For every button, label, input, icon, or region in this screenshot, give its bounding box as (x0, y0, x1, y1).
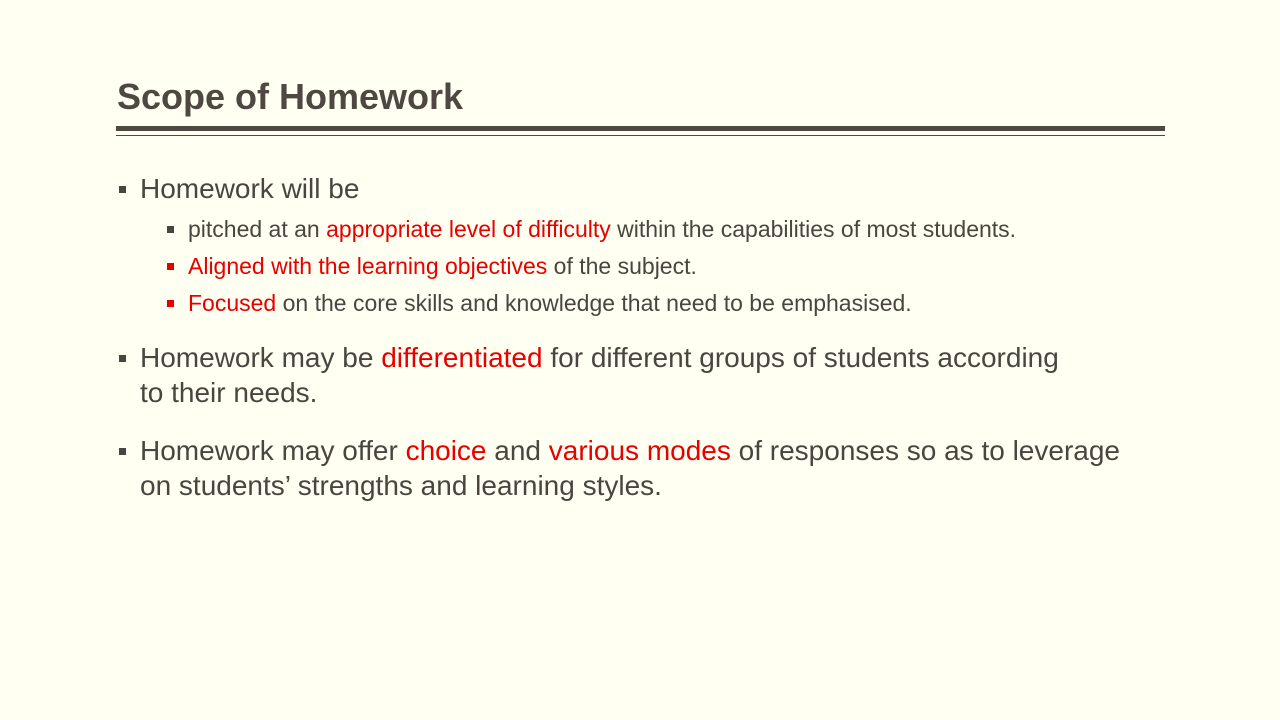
bullet-text: Homework may offer (140, 435, 406, 466)
square-bullet-icon (167, 263, 174, 270)
bullet-text: for different groups of students according to their needs. (140, 342, 1059, 408)
sub-bullet-text: on the core skills and knowledge that need to be emphasised. (276, 290, 912, 316)
highlight-text: appropriate level of difficulty (326, 216, 611, 242)
square-bullet-icon (119, 355, 126, 362)
title-rule-thin (116, 135, 1165, 136)
bullet-choice-modes (140, 433, 1150, 503)
highlight-text: choice (405, 435, 487, 466)
title-rule-thick (116, 126, 1165, 131)
bullet-text: Homework will be (140, 173, 360, 204)
bullet-homework-will-be (140, 171, 1180, 206)
highlight-text: various modes (548, 435, 731, 466)
square-bullet-icon (119, 186, 126, 193)
sub-bullet-focused (188, 289, 1188, 317)
bullet-differentiated (140, 340, 1070, 410)
bullet-text: Homework may be (140, 342, 382, 373)
sub-bullet-difficulty (188, 215, 1188, 243)
square-bullet-icon (119, 448, 126, 455)
highlight-text: Focused (188, 290, 277, 316)
square-bullet-icon (167, 300, 174, 307)
bullet-text: and (486, 435, 549, 466)
highlight-text: differentiated (381, 342, 543, 373)
highlight-text: Aligned with the learning objectives (188, 253, 548, 279)
sub-bullet-text: within the capabilities of most students. (610, 216, 1017, 242)
slide-title: Scope of Homework (117, 76, 464, 117)
sub-bullet-objectives (188, 252, 1188, 280)
square-bullet-icon (167, 226, 174, 233)
sub-bullet-text: of the subject. (547, 253, 697, 279)
bullet-text: of responses so as to leverage on students’ strengths and learning styles. (140, 435, 1120, 501)
sub-bullet-text: pitched at an (188, 216, 327, 242)
